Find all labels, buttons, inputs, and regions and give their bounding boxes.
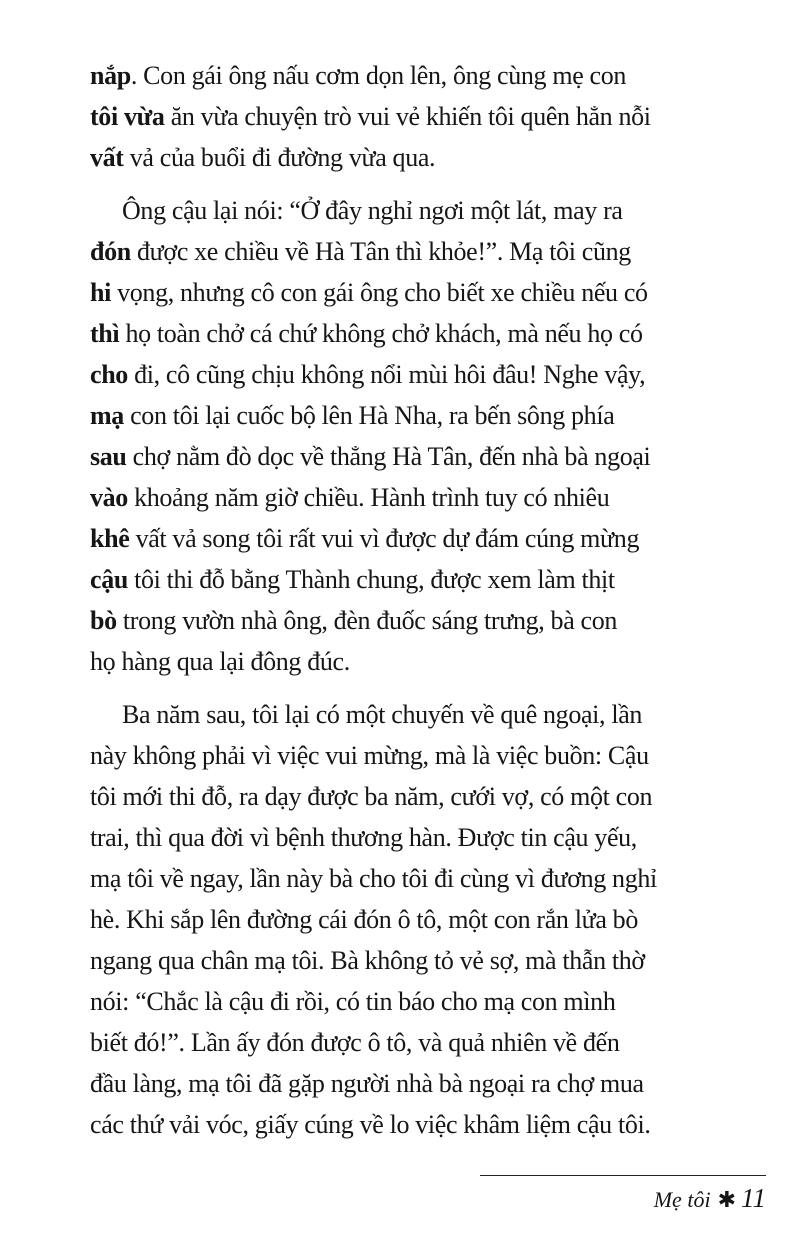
text-line: này không phải vì việc vui mừng, mà là việc buồn: Cậu (90, 741, 649, 770)
text-line: biết đó!”. Lần ấy đón được ô tô, và quả nhiên về đến (90, 1028, 620, 1057)
text-line: tôi vừa ăn vừa chuyện trò vui vẻ khiến tôi quên hẳn nỗi (90, 102, 651, 131)
text-line: mạ con tôi lại cuốc bộ lên Hà Nha, ra bến sông phía (90, 401, 615, 430)
text-line: nói: “Chắc là cậu đi rồi, có tin báo cho mạ con mình (90, 987, 616, 1016)
text-line: tôi mới thi đỗ, ra dạy được ba năm, cưới vợ, có một con (90, 782, 653, 811)
text-line: hè. Khi sắp lên đường cái đón ô tô, một con rắn lửa bò (90, 905, 638, 934)
text-line: bò trong vườn nhà ông, đèn đuốc sáng trưng, bà con (90, 606, 618, 635)
text-line: mạ tôi về ngay, lần này bà cho tôi đi cùng vì đương nghỉ (90, 864, 657, 893)
text-line: Ba năm sau, tôi lại có một chuyến về quê ngoại, lần (122, 700, 643, 729)
text-line: nắp. Con gái ông nấu cơm dọn lên, ông cùng mẹ con (90, 61, 627, 90)
text-line: vào khoảng năm giờ chiều. Hành trình tuy có nhiêu (90, 483, 610, 512)
text-line: các thứ vải vóc, giấy cúng về lo việc khâm liệm cậu tôi. (90, 1110, 651, 1139)
text-line: cậu tôi thi đỗ bằng Thành chung, được xem làm thịt (90, 565, 615, 594)
text-line: trai, thì qua đời vì bệnh thương hàn. Được tin cậu yếu, (90, 823, 637, 852)
star-separator-icon: ✱ (717, 1187, 736, 1212)
running-footer (654, 1180, 766, 1216)
text-line: Ông cậu lại nói: “Ở đây nghỉ ngơi một lát, may ra (122, 196, 623, 225)
text-line: hi vọng, nhưng cô con gái ông cho biết xe chiều nếu có (90, 278, 648, 307)
text-line: đón được xe chiều về Hà Tân thì khỏe!”. Mạ tôi cũng (90, 237, 631, 266)
book-title: Mẹ tôi (653, 1187, 711, 1212)
page-number: 11 (741, 1183, 766, 1213)
text-line: vất vả của buổi đi đường vừa qua. (90, 143, 436, 172)
text-line: khê vất vả song tôi rất vui vì được dự đám cúng mừng (90, 524, 640, 553)
text-line: họ hàng qua lại đông đúc. (90, 647, 350, 676)
text-line: đầu làng, mạ tôi đã gặp người nhà bà ngoại ra chợ mua (90, 1069, 644, 1098)
text-line: thì họ toàn chở cá chứ không chở khách, mà nếu họ có (90, 319, 643, 348)
paragraph-ong-cau (90, 190, 710, 682)
text-line: sau chợ nằm đò dọc về thẳng Hà Tân, đến nhà bà ngoại (90, 442, 651, 471)
text-line: ngang qua chân mạ tôi. Bà không tỏ vẻ sợ, mà thẫn thờ (90, 946, 645, 975)
paragraph-continuation (90, 55, 710, 178)
paragraph-ba-nam-sau (90, 694, 710, 1145)
text-line: cho đi, cô cũng chịu không nổi mùi hôi đâu! Nghe vậy, (90, 360, 646, 389)
footer-rule (480, 1175, 766, 1176)
body-text (90, 55, 710, 1145)
